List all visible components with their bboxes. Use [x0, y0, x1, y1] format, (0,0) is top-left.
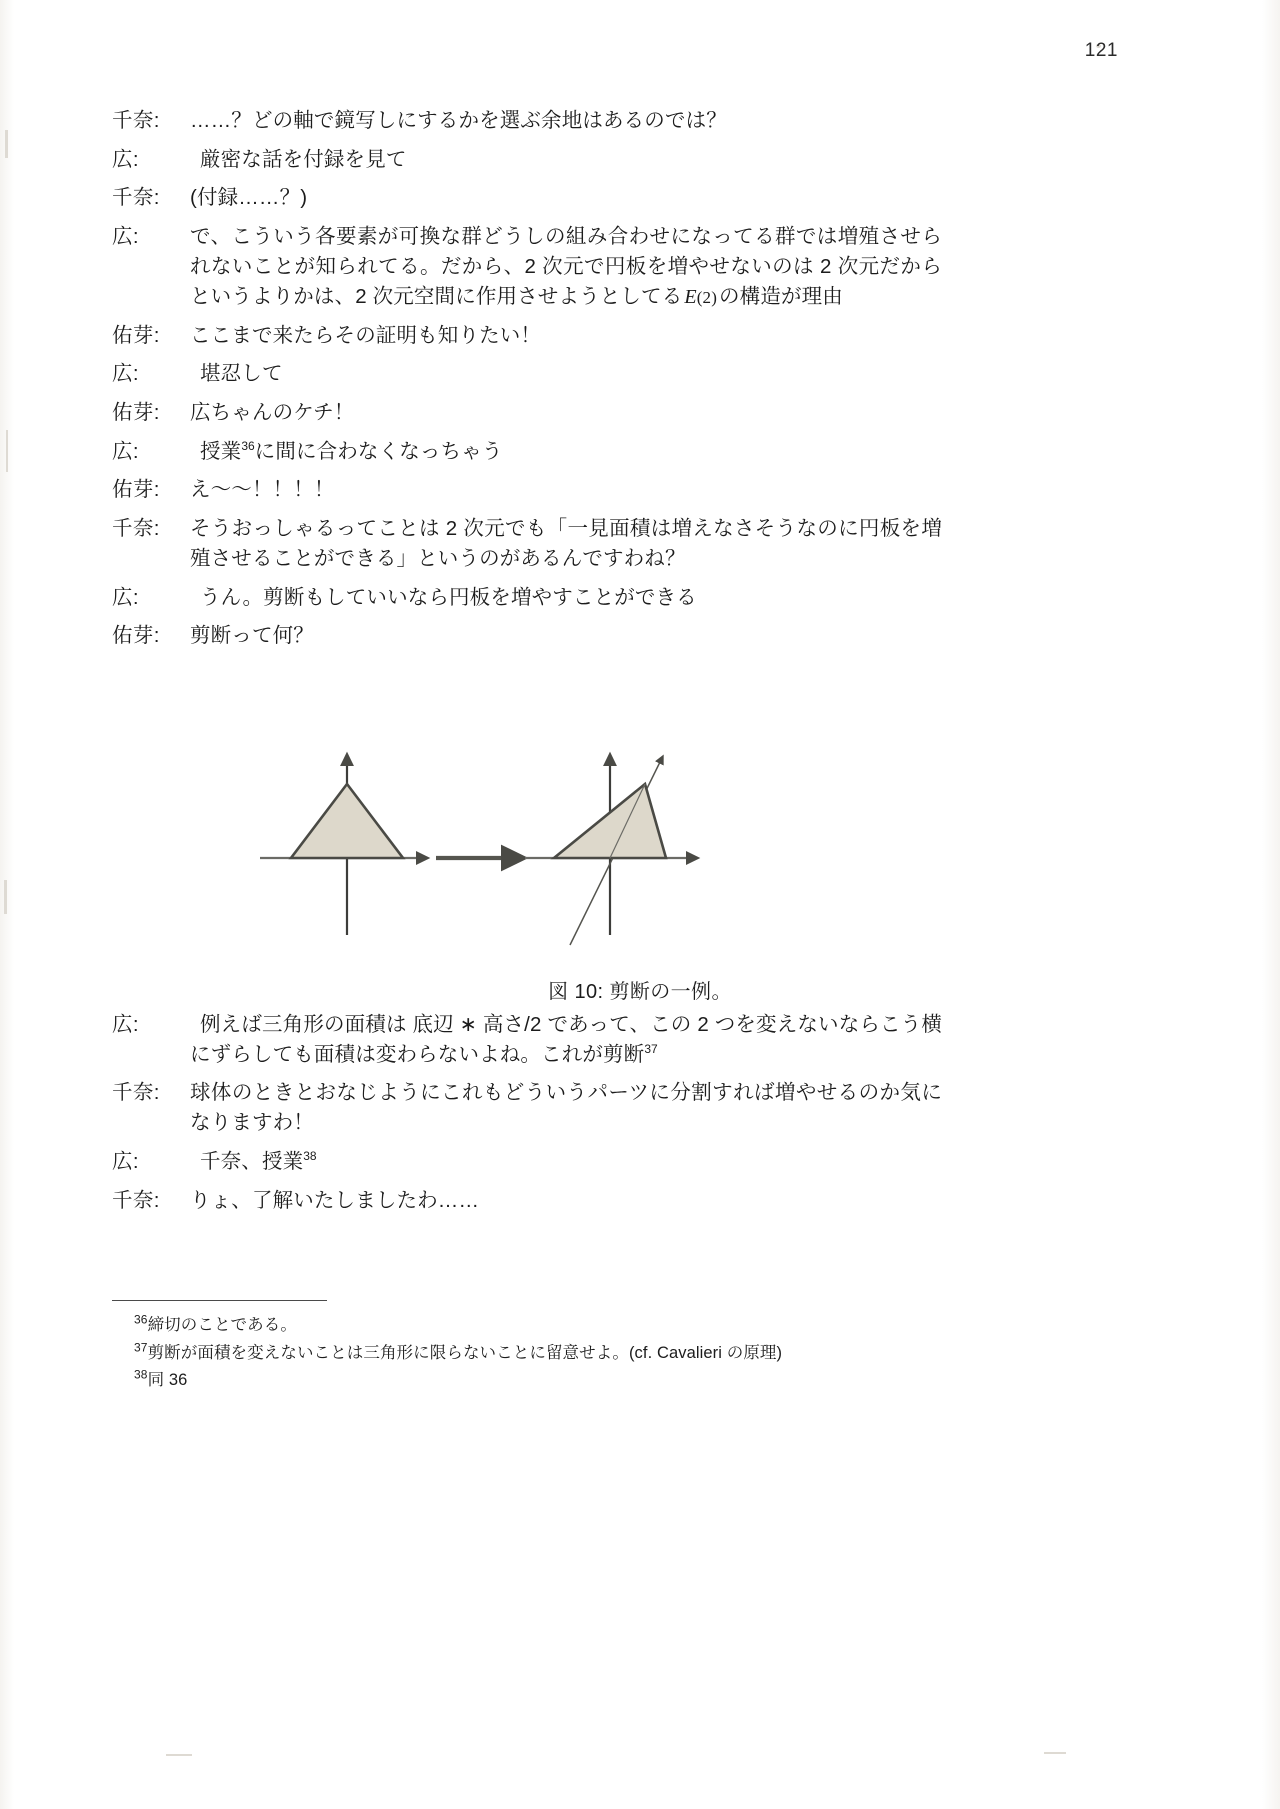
page-number: 121 — [1084, 40, 1118, 61]
footnote-ref-37[interactable]: 37 — [644, 1041, 658, 1056]
speaker-label: 佑芽: — [112, 624, 160, 648]
footnote-text: 同 36 — [147, 1371, 188, 1390]
utterance-text: え〜〜！！！！ — [190, 478, 335, 502]
utterance-text — [190, 1010, 942, 1069]
dialogue-line — [112, 1010, 942, 1069]
utterance-text — [190, 437, 942, 467]
speaker-label: 佑芽: — [112, 323, 160, 347]
utterance-text — [190, 222, 942, 311]
scan-edge-right — [1262, 0, 1280, 1809]
figure-caption: 図 10: 剪断の一例。 — [548, 981, 732, 1003]
speaker-label: 千奈: — [112, 517, 160, 541]
dialogue-line — [112, 1078, 942, 1137]
speaker-label: 千奈: — [112, 186, 160, 210]
math-expression: E(2) — [684, 285, 718, 308]
footnote-item-36 — [112, 1313, 942, 1339]
utterance-text: 剪断って何？ — [190, 624, 314, 648]
speaker-label: 千奈: — [112, 1188, 160, 1212]
footnote-text: 締切のことである。 — [147, 1316, 297, 1334]
utterance-text: りょ、了解いたしましたわ…… — [190, 1188, 480, 1212]
utterance-run: 厳密な話を付録を見て — [200, 147, 407, 171]
dialogue-line — [112, 437, 942, 467]
speaker-label: 広: — [112, 362, 139, 386]
utterance-text: ここまで来たらその証明も知りたい！ — [190, 323, 542, 347]
utterance-text: そうおっしゃるってことは 2 次元でも「一見面積は増えなさそうなのに円板を増殖させることができる」というのがあるんですわね？ — [190, 517, 942, 570]
scan-speck — [5, 130, 8, 158]
dialogue-line — [112, 222, 942, 311]
scan-speck — [166, 1754, 192, 1756]
dialogue-line — [112, 359, 942, 389]
dialogue-line — [112, 1186, 942, 1216]
dialogue-line — [112, 475, 942, 505]
dialogue-line — [112, 183, 942, 213]
dialogue-line — [112, 1147, 942, 1177]
dialogue-line — [112, 145, 942, 175]
scan-speck — [1044, 1752, 1066, 1754]
scan-edge-left — [0, 0, 14, 1809]
dialogue-body-after — [112, 1010, 942, 1224]
dialogue-line — [112, 321, 942, 351]
figure-left-panel — [260, 764, 418, 935]
utterance-text — [190, 145, 942, 175]
footnote-number: 38 — [134, 1367, 148, 1382]
footnote-number: 36 — [134, 1312, 148, 1327]
utterance-run: で、こういう各要素が可換な群どうしの組み合わせになってる群では増殖させられないことが知られてる。だから、2 次元で円板を増やせないのは 2 次元だからというよりかは、2 次元空間に作用させようとしてる — [190, 225, 942, 308]
utterance-text — [190, 359, 942, 389]
triangle-original — [291, 784, 403, 858]
scan-speck — [4, 880, 7, 914]
speaker-label: 佑芽: — [112, 401, 160, 425]
speaker-label: 広: — [112, 1013, 139, 1036]
utterance-run: 堪忍して — [200, 362, 283, 386]
utterance-text: ……？どの軸で鏡写しにするかを選ぶ余地はあるのでは？ — [190, 109, 727, 132]
footnote-ref-38[interactable]: 38 — [303, 1149, 317, 1164]
utterance-run: 千奈、授業 — [200, 1149, 304, 1173]
dialogue-line — [112, 106, 942, 136]
speaker-label: 広: — [112, 1149, 139, 1173]
figure-svg — [240, 740, 760, 960]
dialogue-line — [112, 621, 942, 651]
dialogue-body — [112, 106, 942, 660]
dialogue-line — [112, 514, 942, 573]
footnote-ref-36[interactable]: 36 — [241, 438, 255, 453]
scan-speck — [6, 430, 8, 472]
footnote-separator-rule — [112, 1300, 327, 1301]
speaker-label: 千奈: — [112, 109, 160, 132]
figure-right-panel — [525, 762, 688, 945]
utterance-run: に間に合わなくなっちゃう — [254, 439, 503, 463]
utterance-text — [190, 583, 942, 613]
speaker-label: 広: — [112, 225, 139, 249]
speaker-label: 広: — [112, 585, 139, 609]
dialogue-line — [112, 398, 942, 428]
utterance-run: 授業 — [200, 439, 242, 463]
speaker-label: 千奈: — [112, 1081, 160, 1105]
footnote-text: 剪断が面積を変えないことは三角形に限らないことに留意せよ。(cf. Cavalieri の原理) — [147, 1343, 783, 1362]
speaker-label: 広: — [112, 439, 139, 463]
utterance-text: 広ちゃんのケチ！ — [190, 401, 355, 425]
utterance-text — [190, 1147, 942, 1177]
utterance-run: の構造が理由 — [719, 284, 843, 308]
utterance-text: (付録……？) — [190, 186, 308, 210]
figure-shear-example — [240, 740, 760, 960]
footnote-item-37 — [112, 1341, 942, 1367]
utterance-run: うん。剪断もしていいなら円板を増やすことができる — [200, 585, 697, 609]
footnote-number: 37 — [134, 1340, 148, 1355]
speaker-label: 広: — [112, 147, 139, 171]
speaker-label: 佑芽: — [112, 478, 160, 502]
utterance-text: 球体のときとおなじようにこれもどういうパーツに分割すれば増やせるのか気になりますわ！ — [190, 1081, 942, 1135]
dialogue-line — [112, 583, 942, 613]
footnotes-section — [112, 1300, 942, 1396]
footnote-item-38 — [112, 1368, 942, 1394]
utterance-run: 例えば三角形の面積は 底辺 ∗ 高さ/2 であって、この 2 つを変えないならこう横にずらしても面積は変わらないよね。これが剪断 — [190, 1013, 942, 1066]
